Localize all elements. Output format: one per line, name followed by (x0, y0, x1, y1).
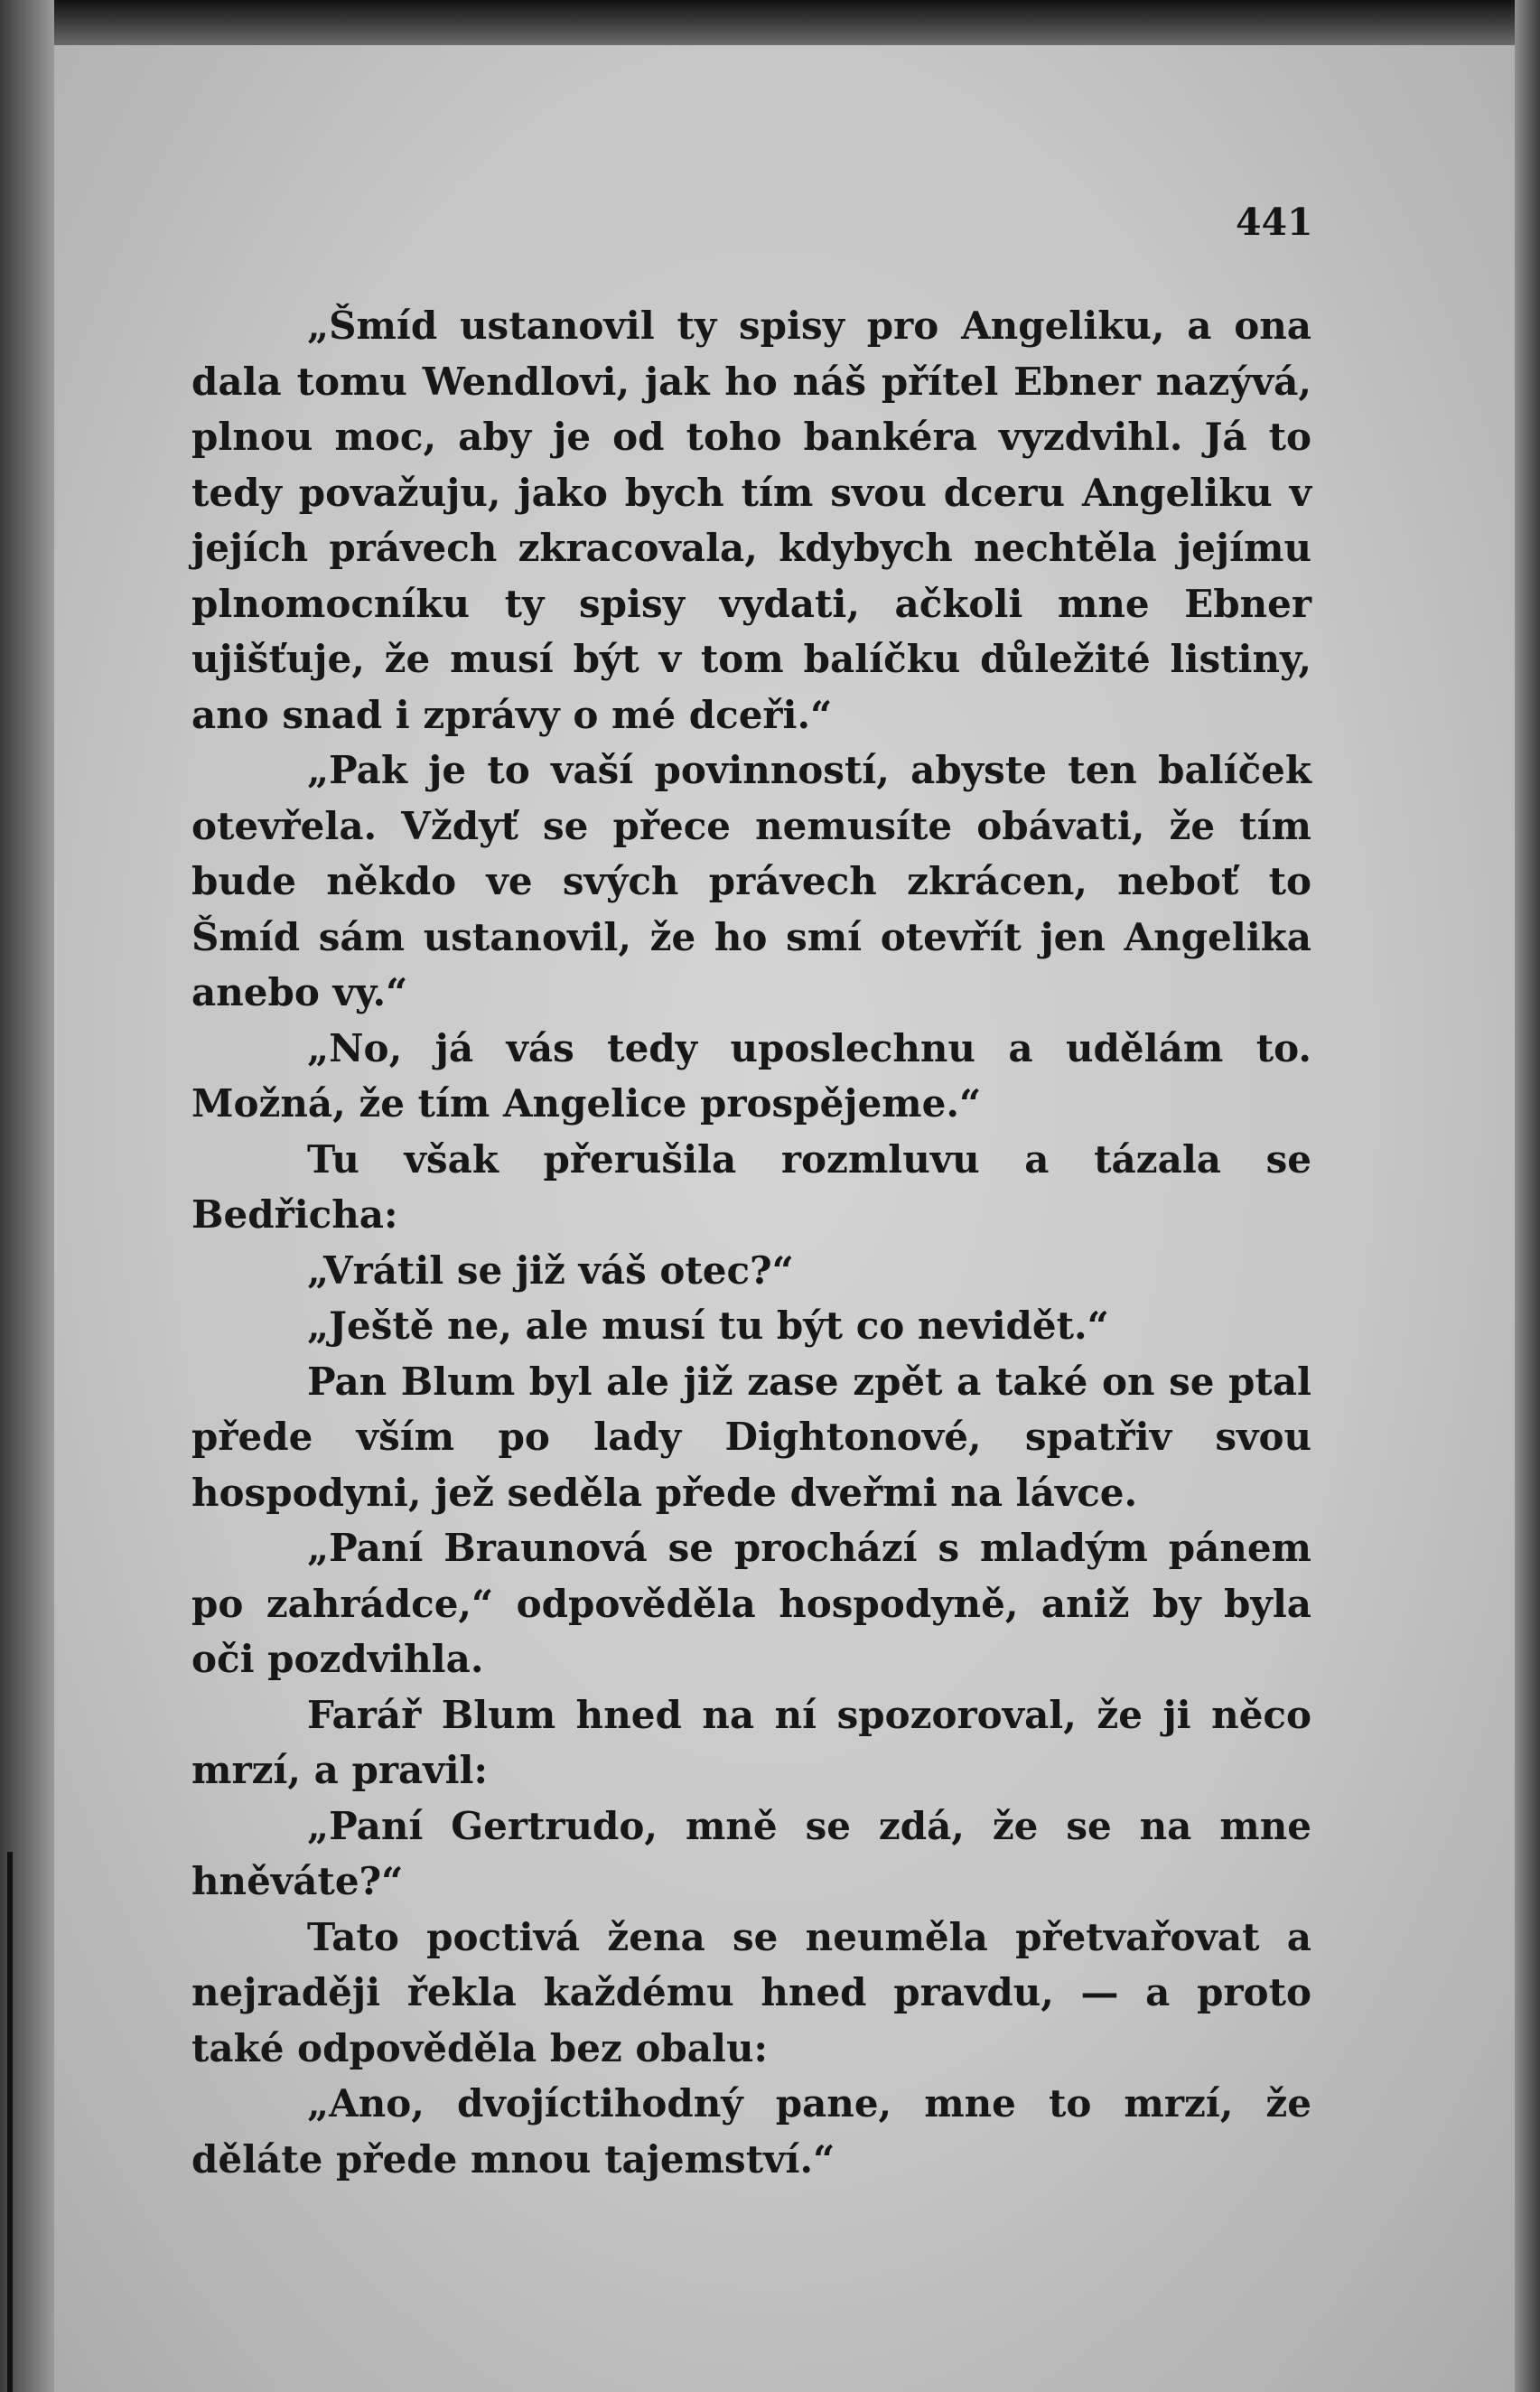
paragraph: „Paní Gertrudo, mně se zdá, že se na mne hněváte?“ (191, 1803, 1311, 1903)
paragraph: „Vrátil se již váš otec?“ (307, 1247, 794, 1293)
paragraph: „Šmíd ustanovil ty spisy pro Angeliku, a ona dala tomu Wendlovi, jak ho náš přítel Ebner nazývá, plnou moc, aby je od toho bankéra vyzdvihl. Já to tedy považuju, jako bych tím svou dceru Angeliku v jejích právech zkracovala, kdybych nechtěla jejímu plnomocníku ty spisy vydati, ačkoli mne Ebner ujišťuje, že musí být v tom balíčku důležité listiny, ano snad i zprávy o mé dceři.“ (191, 304, 1311, 737)
paragraph: Farář Blum hned na ní spozoroval, že ji něco mrzí, a pravil: (191, 1692, 1311, 1792)
body-text (191, 298, 1311, 2187)
paragraph: „No, já vás tedy uposlechnu a udělám to. Možná, že tím Angelice prospějeme.“ (191, 1025, 1311, 1126)
paragraph: Tu však přerušila rozmluvu a tázala se Bedřicha: (191, 1136, 1311, 1237)
page-number: 441 (1236, 201, 1313, 244)
paragraph: Tato poctivá žena se neuměla přetvařovat a nejraději řekla každému hned pravdu, — a proto také odpověděla bez obalu: (191, 1914, 1311, 2070)
scan-edge-mark (7, 1852, 13, 2392)
scan-right-edge (1515, 0, 1540, 2392)
paragraph: Pan Blum byl ale již zase zpět a také on se ptal přede vším po lady Dightonové, spatřiv svou hospodyni, jež seděla přede dveřmi na lávce. (191, 1359, 1311, 1515)
paragraph: „Ano, dvojíctihodný pane, mne to mrzí, že děláte přede mnou tajemství.“ (191, 2081, 1311, 2182)
paragraph: „Ještě ne, ale musí tu být co nevidět.“ (307, 1303, 1109, 1348)
paragraph: „Paní Braunová se prochází s mladým pánem po zahrádce,“ odpověděla hospodyně, aniž by byla oči pozdvihla. (191, 1526, 1311, 1681)
paragraph: „Pak je to vaší povinností, abyste ten balíček otevřela. Vždyť se přece nemusíte obávati, že tím bude někdo ve svých právech zkrácen, neboť to Šmíd sám ustanovil, že ho smí otevřít jen Angelika anebo vy.“ (191, 748, 1311, 1014)
scan-top-shadow (0, 0, 1540, 45)
